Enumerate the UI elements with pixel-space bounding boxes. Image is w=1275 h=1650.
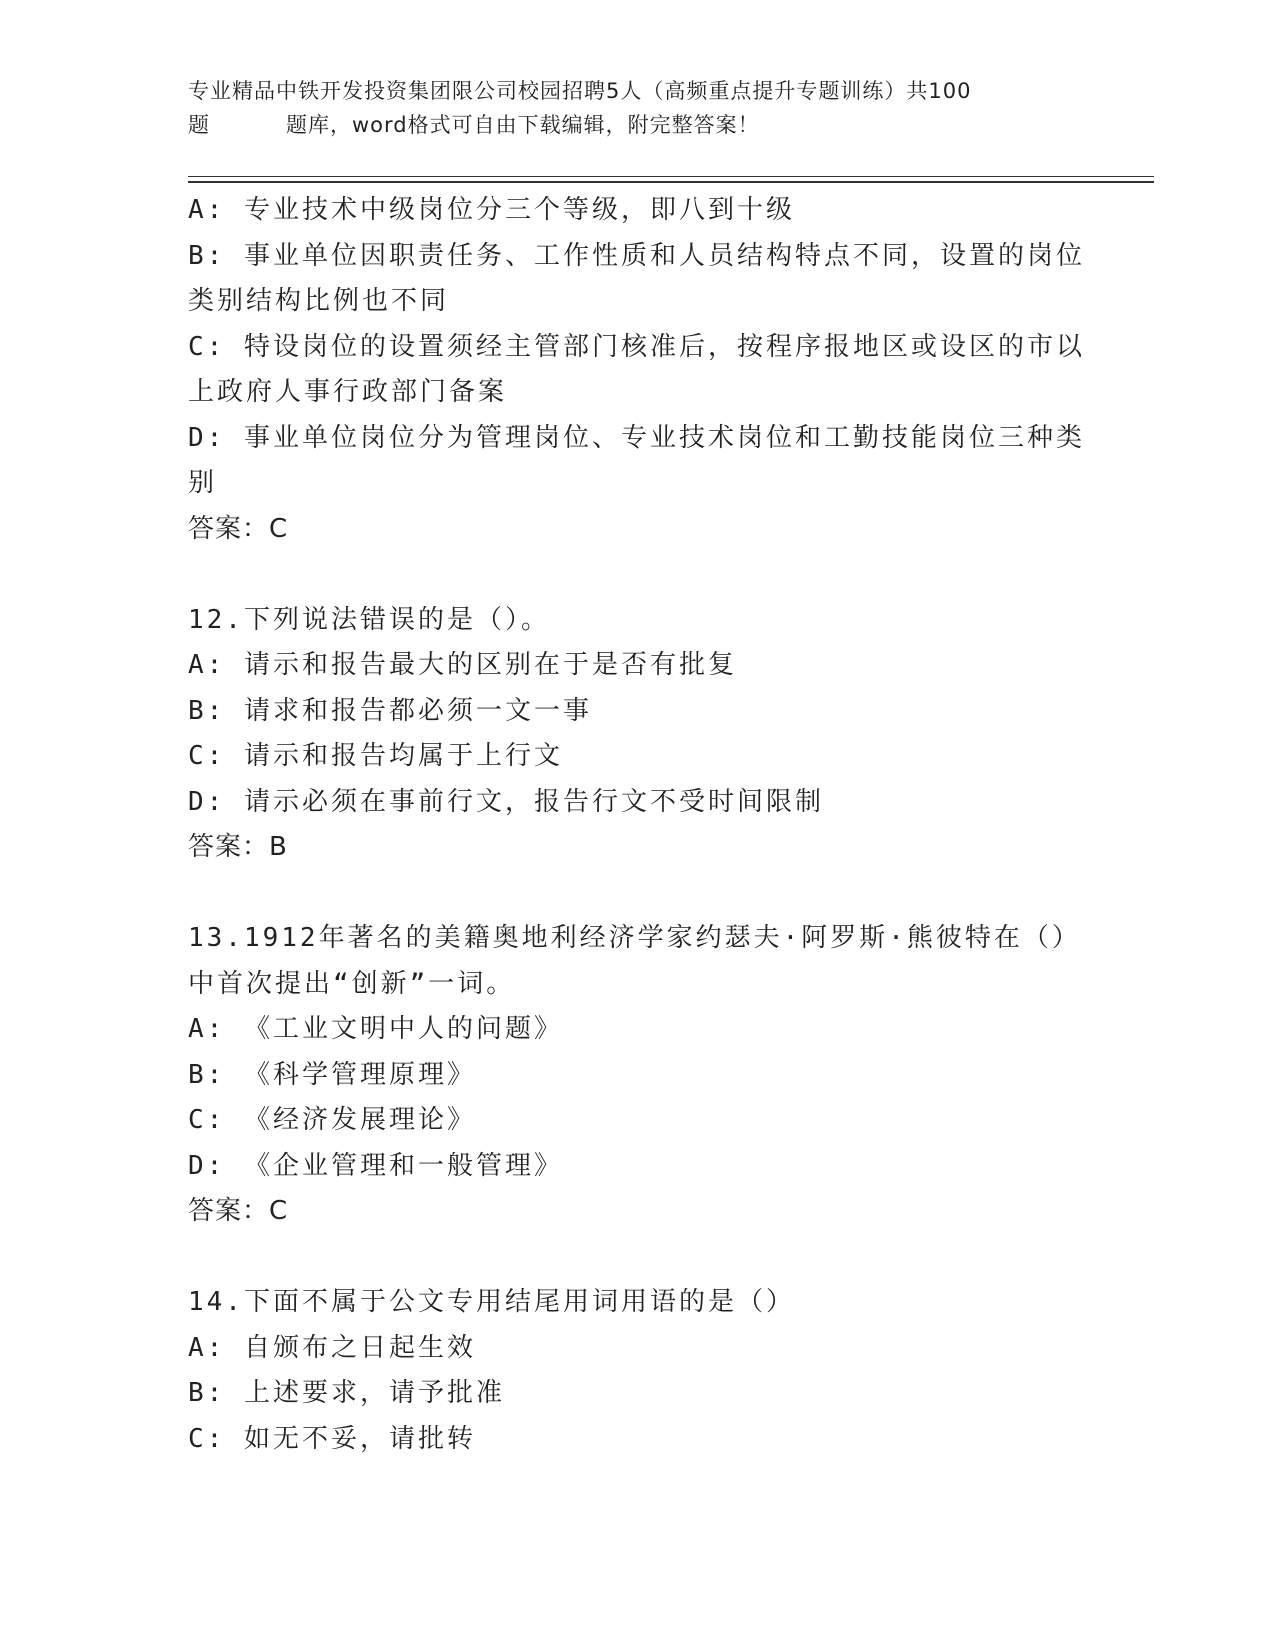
question-content [188,188,1085,1462]
option-a: A: 请示和报告最大的区别在于是否有批复 [188,650,737,680]
option-c-line-2: 上政府人事行政部门备案 [188,377,508,407]
option-c: C: 请示和报告均属于上行文 [188,741,563,771]
answer: 答案：C [188,513,289,544]
option-c: C: 《经济发展理论》 [188,1105,476,1135]
option-b: B: 请求和报告都必须一文一事 [188,695,592,726]
header-divider-thick [188,181,1154,183]
answer: 答案：B [188,832,288,862]
option-b-line-2: 类别结构比例也不同 [188,286,450,316]
spacer [188,1235,1068,1281]
question-text-line-2: 中首次提出“创新”一词。 [188,968,516,999]
header-title-line-2-rest: 题库，word格式可自由下载编辑，附完整答案！ [286,113,760,137]
answer: 答案：C [188,1196,289,1226]
option-a: A: 《工业文明中人的问题》 [188,1014,563,1044]
question-11-block [188,188,1085,552]
header-title-line-1: 专业精品中铁开发投资集团限公司校园招聘5人（高频重点提升专题训练）共100 [188,79,972,103]
spacer [188,871,1068,917]
document-header [188,74,1068,142]
header-divider-thin [188,176,1154,177]
question-text: 14.下面不属于公文专用结尾用词用语的是（） [188,1287,795,1317]
question-text: 12.下列说法错误的是（）。 [188,604,550,635]
option-b: B: 上述要求，请予批准 [188,1378,505,1408]
question-14-block [188,1280,1068,1462]
option-d: D: 请示必须在事前行文，报告行文不受时间限制 [188,786,824,817]
option-b-line-1: B: 事业单位因职责任务、工作性质和人员结构特点不同，设置的岗位 [188,240,1085,271]
option-a: A: 自颁布之日起生效 [188,1332,476,1363]
option-b: B: 《科学管理原理》 [188,1059,476,1090]
option-d: D: 《企业管理和一般管理》 [188,1150,563,1181]
spacer [188,552,1068,598]
question-13-block [188,916,1081,1235]
option-c-line-1: C: 特设岗位的设置须经主管部门核准后，按程序报地区或设区的市以 [188,331,1085,362]
option-a: A: 专业技术中级岗位分三个等级，即八到十级 [188,195,795,225]
option-d-line-1: D: 事业单位岗位分为管理岗位、专业技术岗位和工勤技能岗位三种类 [188,422,1085,453]
option-c: C: 如无不妥，请批转 [188,1423,476,1454]
question-12-block [188,598,1068,871]
header-title-line-2-start: 题 [188,113,210,137]
option-d-line-2: 别 [188,468,218,498]
question-text-line-1: 13.1912年著名的美籍奥地利经济学家约瑟夫·阿罗斯·熊彼特在（） [188,923,1081,953]
header-title-line-2 [188,108,1068,142]
